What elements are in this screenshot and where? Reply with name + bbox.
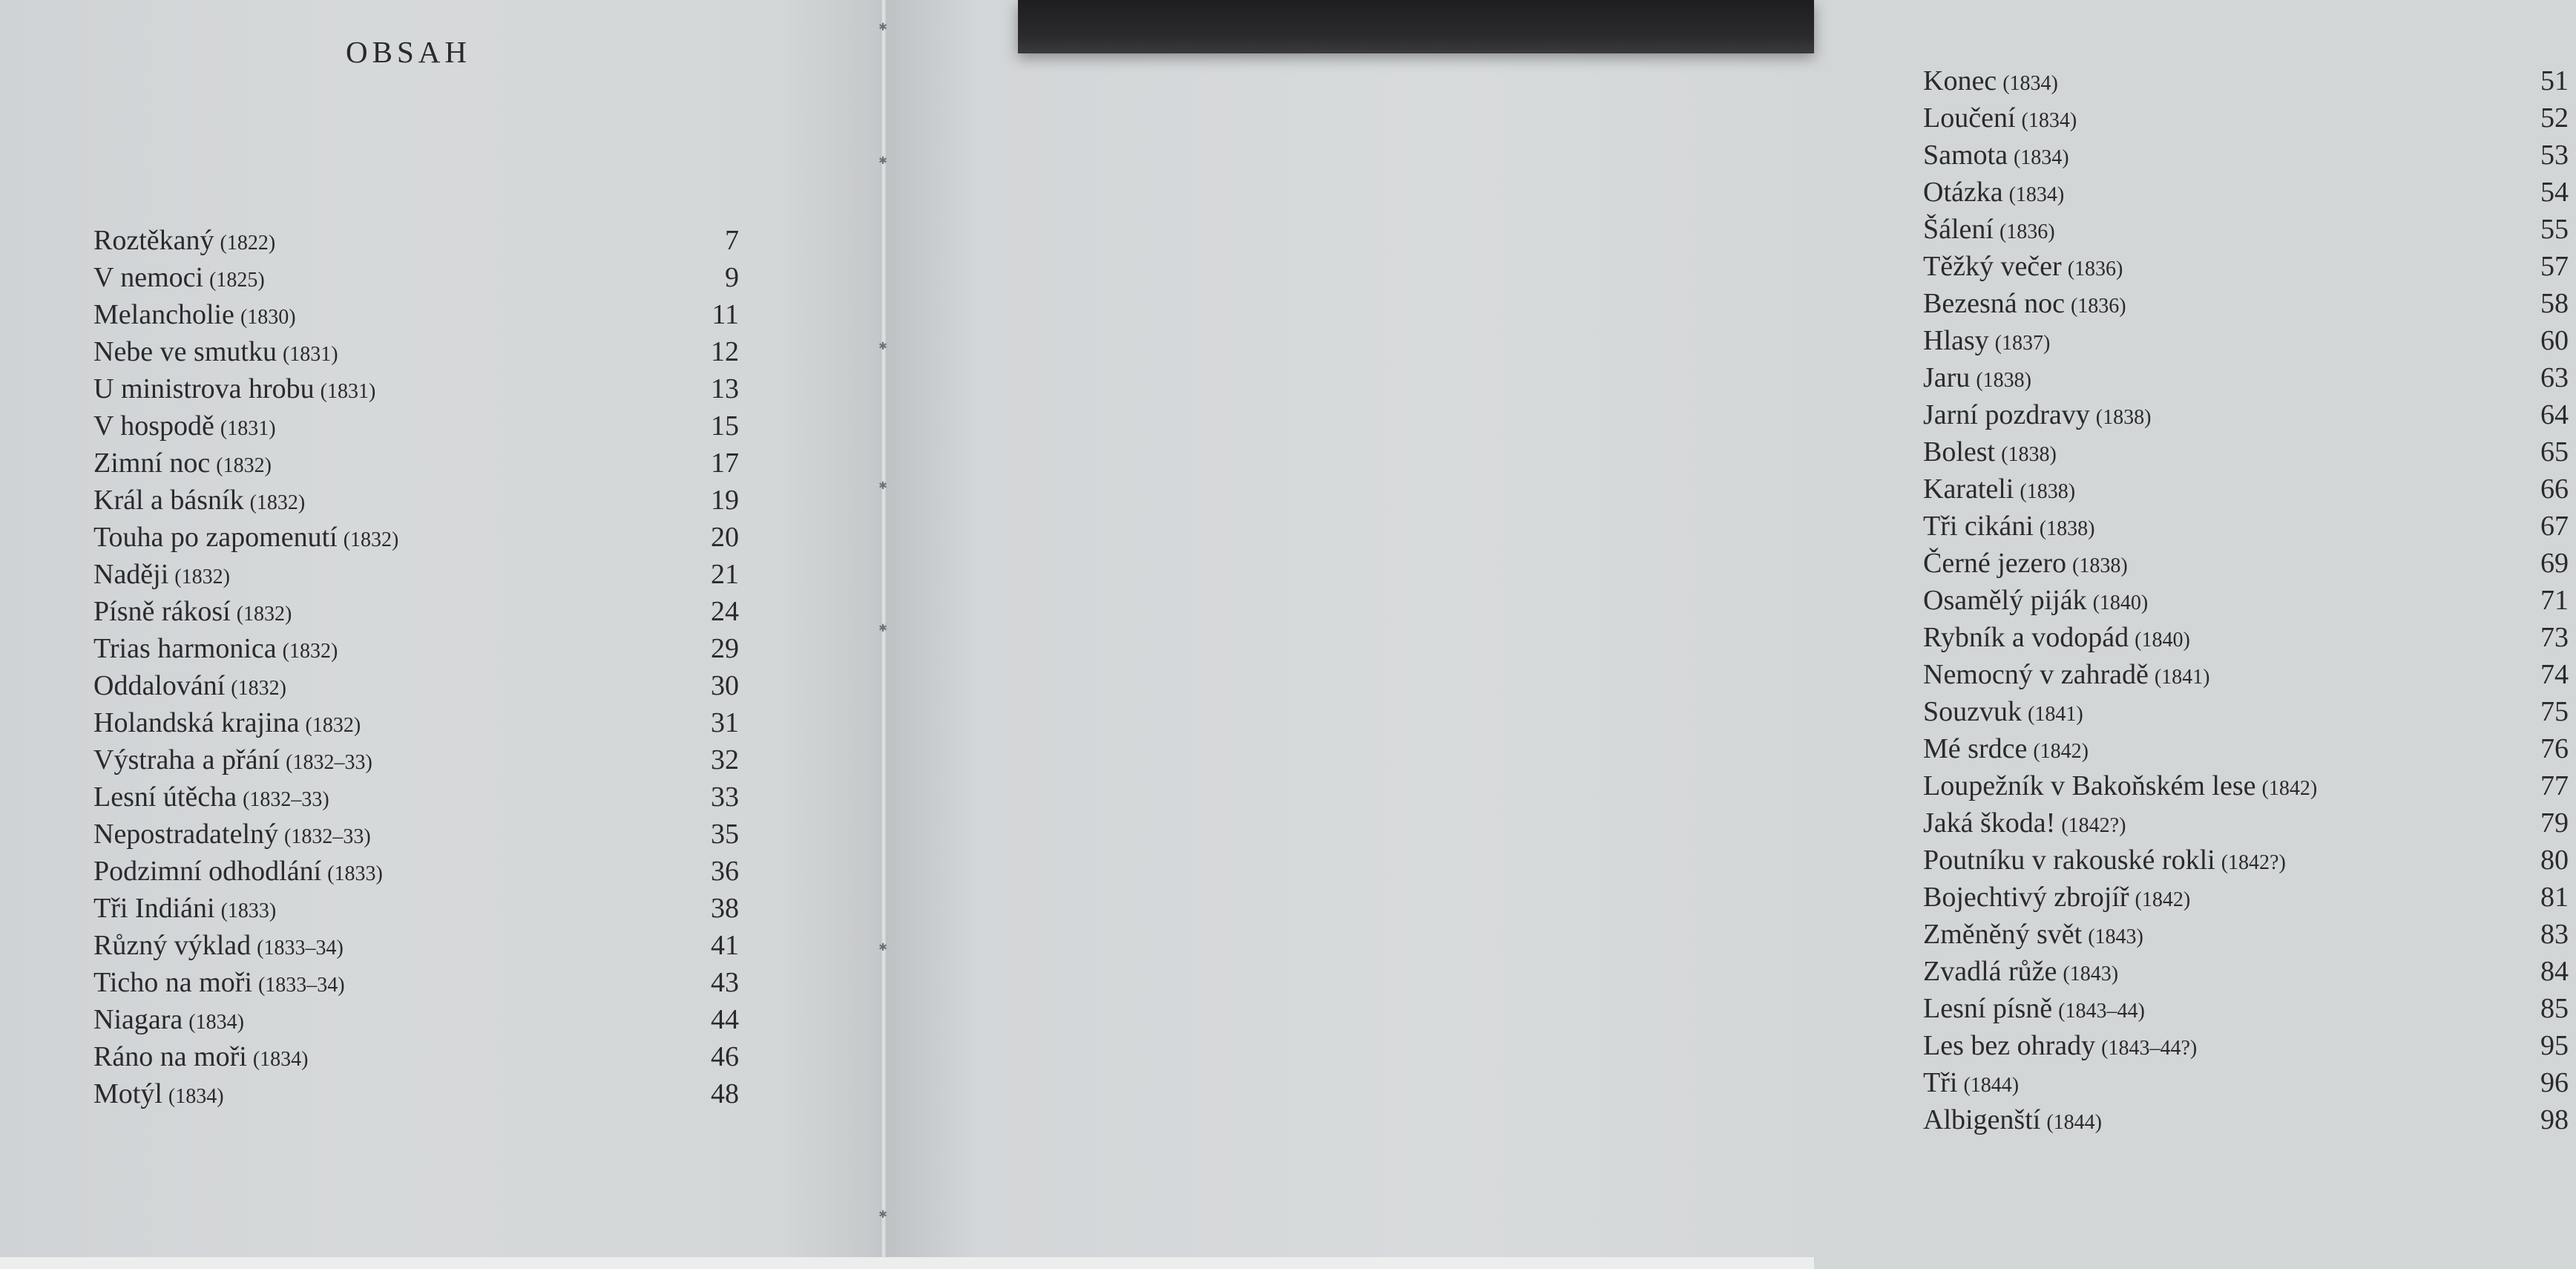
toc-entry-year: (1832) [174, 565, 230, 588]
toc-entry-page: 46 [711, 1041, 739, 1072]
toc-entry-year: (1836) [2070, 295, 2126, 318]
toc-entry [1923, 211, 2576, 248]
toc-entry [93, 741, 746, 778]
toc-entry-page: 48 [711, 1078, 739, 1109]
toc-entry [1923, 804, 2576, 842]
toc-entry-page: 64 [2540, 399, 2569, 430]
toc-entry-page: 43 [711, 967, 739, 998]
toc-entry-year: (1837) [1994, 332, 2051, 355]
toc-entry-page: 74 [2540, 659, 2569, 690]
toc-entry-title: U ministrova hrobu [93, 373, 315, 404]
toc-entry-title: Černé jezero [1923, 548, 2067, 579]
toc-entry-page: 55 [2540, 214, 2569, 245]
toc-entry-year: (1841) [2154, 666, 2210, 689]
toc-entry [93, 964, 746, 1001]
toc-entry-year: (1843–44?) [2101, 1037, 2198, 1060]
toc-entry-title: Souzvuk [1923, 696, 2022, 727]
toc-entry-title: Roztěkaný [93, 225, 214, 256]
toc-entry-title: Niagara [93, 1004, 183, 1035]
toc-entry-year: (1844) [1963, 1074, 2020, 1097]
toc-entry [93, 1038, 746, 1075]
toc-entry-title: Mé srdce [1923, 733, 2028, 764]
toc-entry-page: 11 [712, 299, 739, 330]
toc-entry [93, 778, 746, 816]
toc-entry [1923, 545, 2576, 582]
toc-entry [1923, 916, 2576, 953]
toc-entry-year: (1838) [2001, 443, 2057, 466]
toc-entry [1923, 1101, 2576, 1138]
toc-entry-page: 73 [2540, 622, 2569, 653]
toc-entry [93, 667, 746, 704]
toc-entry-title: Touha po zapomenutí [93, 522, 338, 553]
toc-entry-year: (1840) [2092, 591, 2149, 614]
toc-entry-title: Výstraha a přání [93, 744, 280, 776]
toc-entry-title: Těžký večer [1923, 251, 2062, 282]
toc-entry-page: 76 [2540, 733, 2569, 764]
toc-entry [93, 1001, 746, 1038]
toc-entry-page: 21 [711, 559, 739, 590]
toc-entry [1923, 99, 2576, 137]
toc-entry-year: (1841) [2028, 703, 2083, 726]
toc-entry [1923, 285, 2576, 322]
toc-entry-page: 67 [2540, 511, 2569, 542]
toc-entry-page: 96 [2540, 1067, 2569, 1098]
left-page [0, 0, 884, 1269]
toc-entry [93, 556, 746, 593]
toc-entry-title: Ticho na moři [93, 967, 252, 998]
toc-entry-title: Holandská krajina [93, 707, 300, 738]
toc-entry-title: Rybník a vodopád [1923, 622, 2129, 653]
toc-entry-page: 63 [2540, 362, 2569, 393]
toc-entry-year: (1843) [2063, 963, 2119, 986]
toc-entry [1923, 842, 2576, 879]
toc-entry-title: Jaká škoda! [1923, 807, 2056, 839]
toc-entry-year: (1834) [2008, 183, 2065, 206]
toc-entry-title: Jaru [1923, 362, 1971, 393]
toc-entry-page: 80 [2540, 845, 2569, 876]
toc-entry-year: (1838) [2039, 517, 2095, 540]
toc-entry-page: 36 [711, 856, 739, 887]
toc-entry-page: 32 [711, 744, 739, 776]
toc-entry-page: 79 [2540, 807, 2569, 839]
toc-entry [93, 519, 746, 556]
toc-entry-year: (1843–44) [2058, 1000, 2145, 1023]
book-gutter [880, 0, 887, 1269]
binding-stitch: ✱ [878, 623, 887, 634]
toc-entry-title: Motýl [93, 1078, 162, 1109]
toc-entry [93, 296, 746, 333]
toc-entry-year: (1836) [2067, 258, 2123, 281]
toc-entry-page: 81 [2540, 882, 2569, 913]
toc-entry [1923, 433, 2576, 470]
toc-entry-title: Poutníku v rakouské rokli [1923, 845, 2215, 876]
toc-entry-year: (1832–33) [243, 788, 329, 811]
toc-entry [93, 890, 746, 927]
toc-entry [1923, 693, 2576, 730]
toc-entry-page: 38 [711, 893, 739, 924]
toc-entry-year: (1832) [305, 714, 361, 737]
toc-entry-page: 57 [2540, 251, 2569, 282]
toc-entry-title: Oddalování [93, 670, 226, 701]
toc-entry-page: 65 [2540, 436, 2569, 468]
toc-entry-page: 51 [2540, 65, 2569, 96]
toc-entry-title: Loučení [1923, 102, 2016, 134]
toc-entry-title: Tři Indiáni [93, 893, 215, 924]
toc-entry-year: (1832–33) [286, 751, 372, 774]
binding-stitch: ✱ [878, 341, 887, 352]
toc-entry-title: Osamělý piják [1923, 585, 2087, 616]
toc-entry-title: Tři cikáni [1923, 511, 2034, 542]
toc-entry-year: (1831) [282, 343, 338, 366]
toc-entry-page: 52 [2540, 102, 2569, 134]
toc-entry [93, 445, 746, 482]
toc-entry-page: 71 [2540, 585, 2569, 616]
toc-entry-title: Naději [93, 559, 169, 590]
toc-entry [93, 1075, 746, 1112]
toc-entry [93, 370, 746, 407]
toc-entry-year: (1832) [231, 677, 286, 700]
toc-entry [1923, 767, 2576, 804]
toc-entry [1923, 359, 2576, 396]
toc-entry [1923, 730, 2576, 767]
toc-entry-title: Nemocný v zahradě [1923, 659, 2149, 690]
binding-stitch: ✱ [878, 155, 887, 167]
binding-stitch: ✱ [878, 1209, 887, 1221]
toc-entry-page: 60 [2540, 325, 2569, 356]
toc-entry [1923, 174, 2576, 211]
overlapping-dark-cover [1018, 0, 1814, 53]
toc-entry-page: 24 [711, 596, 739, 627]
toc-entry-year: (1838) [2095, 406, 2152, 429]
toc-entry-page: 29 [711, 633, 739, 664]
toc-list-right [1923, 62, 2576, 1138]
toc-entry [1923, 953, 2576, 990]
toc-entry-year: (1834) [168, 1085, 224, 1108]
toc-entry [1923, 396, 2576, 433]
toc-entry-title: V hospodě [93, 410, 214, 442]
toc-entry-year: (1838) [2020, 480, 2076, 503]
toc-entry-page: 19 [711, 485, 739, 516]
toc-entry-year: (1834) [2021, 109, 2077, 132]
toc-entry-year: (1838) [2072, 554, 2128, 577]
toc-entry-page: 85 [2540, 993, 2569, 1024]
toc-entry [1923, 322, 2576, 359]
toc-entry-title: Les bez ohrady [1923, 1030, 2096, 1061]
toc-entry-title: Různý výklad [93, 930, 252, 961]
toc-entry-title: Ráno na moři [93, 1041, 247, 1072]
toc-entry-title: Samota [1923, 140, 2008, 171]
toc-entry-year: (1832) [282, 640, 338, 663]
toc-entry-year: (1834) [2013, 146, 2069, 169]
toc-entry-page: 7 [725, 225, 739, 256]
toc-entry-title: Bolest [1923, 436, 1996, 468]
toc-entry-year: (1843) [2088, 925, 2143, 948]
toc-entry-year: (1832) [236, 603, 292, 626]
toc-entry-year: (1822) [220, 232, 276, 255]
toc-entry-year: (1842?) [2221, 851, 2286, 874]
toc-list-left [93, 222, 746, 1112]
toc-entry [1923, 508, 2576, 545]
toc-entry-title: Král a básník [93, 485, 244, 516]
toc-entry-page: 53 [2540, 140, 2569, 171]
toc-entry-page: 33 [711, 781, 739, 813]
toc-entry [93, 816, 746, 853]
toc-entry [1923, 990, 2576, 1027]
toc-entry-year: (1834) [188, 1011, 244, 1034]
toc-entry-year: (1830) [240, 306, 296, 329]
toc-entry-title: Otázka [1923, 177, 2003, 208]
toc-entry-page: 69 [2540, 548, 2569, 579]
toc-entry-title: Bojechtivý zbrojíř [1923, 882, 2129, 913]
toc-entry [93, 259, 746, 296]
toc-entry-title: Lesní útěcha [93, 781, 237, 813]
toc-entry-page: 17 [711, 447, 739, 479]
toc-entry-page: 84 [2540, 956, 2569, 987]
toc-entry-year: (1834) [252, 1048, 309, 1071]
toc-entry-title: Melancholie [93, 299, 234, 330]
toc-entry-year: (1832) [249, 491, 306, 514]
toc-entry-title: Změněný svět [1923, 919, 2083, 950]
toc-entry-page: 77 [2540, 770, 2569, 801]
toc-entry-title: Písně rákosí [93, 596, 231, 627]
toc-entry-year: (1832) [343, 528, 399, 551]
toc-entry-page: 31 [711, 707, 739, 738]
toc-entry-title: Podzimní odhodlání [93, 856, 322, 887]
toc-entry [1923, 879, 2576, 916]
toc-entry-title: Hlasy [1923, 325, 1989, 356]
toc-entry-page: 66 [2540, 473, 2569, 505]
toc-entry-year: (1831) [320, 380, 376, 403]
toc-entry-title: Šálení [1923, 214, 1994, 245]
toc-entry-page: 98 [2540, 1104, 2569, 1135]
toc-entry-page: 83 [2540, 919, 2569, 950]
toc-entry-title: Albigenští [1923, 1104, 2041, 1135]
toc-entry-year: (1831) [220, 417, 276, 440]
toc-entry-year: (1832–33) [284, 825, 371, 848]
toc-entry-page: 44 [711, 1004, 739, 1035]
toc-entry-year: (1842) [2135, 888, 2191, 911]
toc-entry-page: 35 [711, 819, 739, 850]
toc-entry-year: (1844) [2046, 1111, 2102, 1134]
toc-entry-title: V nemoci [93, 262, 204, 293]
toc-entry-title: Trias harmonica [93, 633, 277, 664]
toc-entry [1923, 62, 2576, 99]
toc-entry-page: 9 [725, 262, 739, 293]
toc-entry-page: 41 [711, 930, 739, 961]
toc-entry-year: (1833–34) [257, 937, 344, 960]
toc-entry-year: (1842) [2033, 740, 2089, 763]
binding-stitch: ✱ [878, 480, 887, 492]
right-page [884, 0, 2569, 1269]
toc-entry [1923, 619, 2576, 656]
toc-entry-page: 20 [711, 522, 739, 553]
page-bottom-edge [0, 1257, 1814, 1269]
toc-entry [1923, 1027, 2576, 1064]
toc-entry [1923, 582, 2576, 619]
toc-entry-page: 75 [2540, 696, 2569, 727]
toc-entry [93, 853, 746, 890]
toc-entry-year: (1834) [2002, 72, 2058, 95]
toc-entry-year: (1825) [209, 269, 265, 292]
toc-entry [1923, 470, 2576, 508]
toc-entry-page: 58 [2540, 288, 2569, 319]
contents-heading: OBSAH [346, 35, 471, 69]
toc-entry [1923, 1064, 2576, 1101]
binding-stitch: ✱ [878, 942, 887, 954]
toc-entry-year: (1840) [2135, 629, 2190, 652]
toc-entry-page: 95 [2540, 1030, 2569, 1061]
toc-entry-page: 12 [711, 336, 739, 367]
toc-entry-title: Zvadlá růže [1923, 956, 2057, 987]
toc-entry-page: 15 [711, 410, 739, 442]
toc-entry-page: 30 [711, 670, 739, 701]
toc-entry [1923, 656, 2576, 693]
toc-entry-year: (1842) [2261, 777, 2318, 800]
toc-entry-year: (1842?) [2061, 814, 2126, 837]
toc-entry-page: 13 [711, 373, 739, 404]
toc-entry-title: Nebe ve smutku [93, 336, 277, 367]
toc-entry-title: Tři [1923, 1067, 1958, 1098]
toc-entry [1923, 137, 2576, 174]
toc-entry-title: Jarní pozdravy [1923, 399, 2090, 430]
toc-entry [93, 927, 746, 964]
toc-entry [93, 222, 746, 259]
toc-entry-title: Karateli [1923, 473, 2014, 505]
toc-entry [93, 482, 746, 519]
toc-entry-page: 54 [2540, 177, 2569, 208]
toc-entry-year: (1833–34) [257, 974, 345, 997]
toc-entry [93, 593, 746, 630]
toc-entry-year: (1838) [1976, 369, 2031, 392]
toc-entry-title: Lesní písně [1923, 993, 2053, 1024]
toc-entry-title: Nepostradatelný [93, 819, 279, 850]
toc-entry [1923, 248, 2576, 285]
toc-entry [93, 407, 746, 445]
toc-entry-title: Loupežník v Bakoňském lese [1923, 770, 2256, 801]
toc-entry-title: Konec [1923, 65, 1997, 96]
toc-entry-year: (1836) [1999, 220, 2055, 243]
toc-entry [93, 630, 746, 667]
binding-stitch: ✱ [878, 22, 887, 33]
toc-entry-year: (1833) [327, 862, 383, 885]
toc-entry [93, 704, 746, 741]
toc-entry-year: (1833) [220, 899, 277, 922]
toc-entry-title: Bezesná noc [1923, 288, 2065, 319]
toc-entry-year: (1832) [216, 454, 272, 477]
toc-entry-title: Zimní noc [93, 447, 211, 479]
toc-entry [93, 333, 746, 370]
